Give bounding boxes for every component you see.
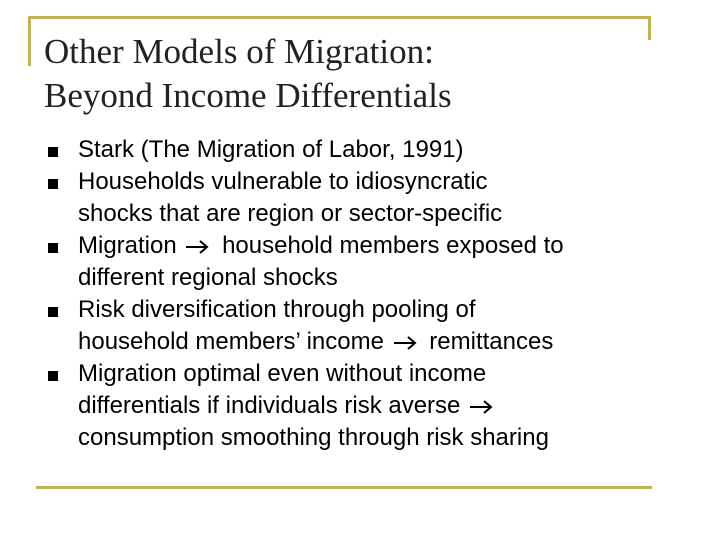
bullet-line [78,326,688,358]
square-bullet-icon [48,307,58,317]
bullet-text: Risk diversification through pooling of [78,296,476,323]
bullet-line [78,230,688,262]
bullet-text: household members’ income [78,328,384,355]
slide-title [44,30,644,118]
frame-right-rule [648,16,651,40]
square-bullet-icon [48,243,58,253]
right-arrow-icon [185,240,211,254]
bullet-text: Migration [78,232,177,259]
title-line-1: Other Models of Migration: [44,32,434,71]
bullet-text: Stark (The Migration of Labor, 1991) [78,136,464,163]
bullet-item-1 [48,134,688,166]
right-arrow-icon [393,336,419,350]
bullet-text: remittances [429,328,554,355]
bullet-text: shocks that are region or sector-specific [78,200,503,227]
right-arrow-icon [469,400,495,414]
bullet-item-2 [48,166,688,230]
bullet-text: different regional shocks [78,264,338,291]
square-bullet-icon [48,179,58,189]
bullet-item-3 [48,230,688,294]
bullet-item-4 [48,294,688,358]
frame-left-rule [28,16,31,66]
bullet-text: Migration optimal even without income [78,360,487,387]
bullet-text: differentials if individuals risk averse [78,392,461,419]
square-bullet-icon [48,371,58,381]
bullet-text: Households vulnerable to idiosyncratic [78,168,488,195]
frame-top-rule [28,16,651,19]
bullet-text: household members exposed to [222,232,564,259]
bullet-item-5 [48,358,688,454]
bullet-text: consumption smoothing through risk sharing [78,424,549,451]
title-line-2: Beyond Income Differentials [44,76,452,115]
square-bullet-icon [48,147,58,157]
bullet-line [78,390,688,422]
bullet-list [48,134,688,454]
frame-bottom-rule [36,486,652,489]
